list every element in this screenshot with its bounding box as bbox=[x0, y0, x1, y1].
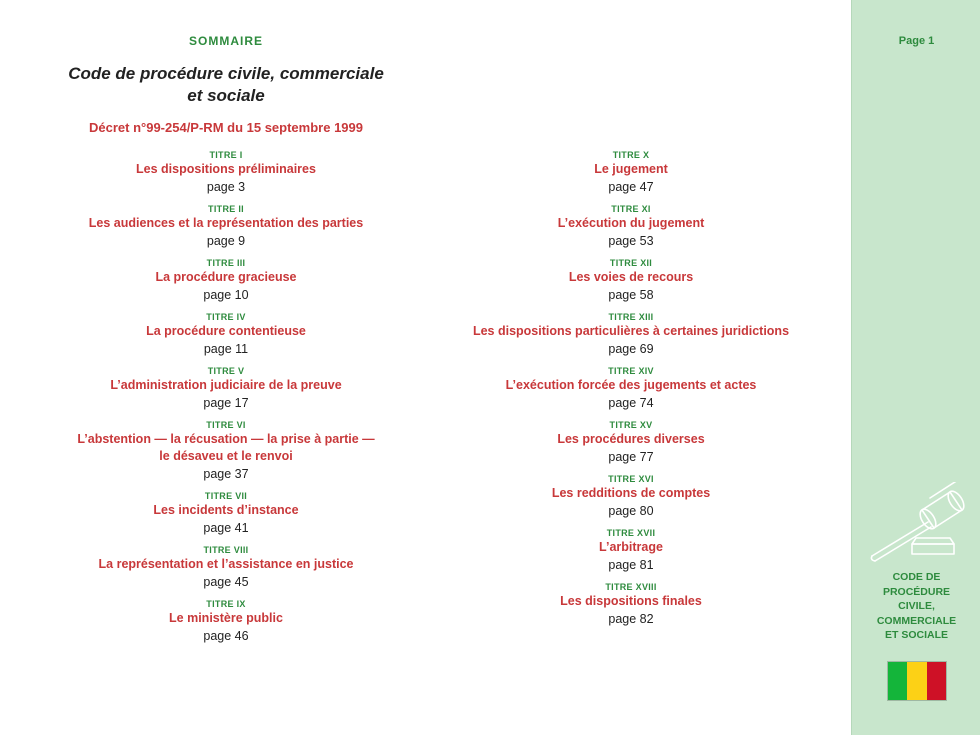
toc-page-number: page 3 bbox=[206, 180, 246, 194]
flag-stripe bbox=[927, 662, 946, 700]
toc-title-text: L’exécution du jugement bbox=[557, 216, 705, 230]
toc-title-text: Les dispositions particulières à certaines juridictions bbox=[472, 324, 790, 338]
toc-page-number: page 45 bbox=[203, 575, 249, 589]
toc-title-text: La représentation et l’assistance en justice bbox=[98, 557, 354, 571]
toc-entry bbox=[450, 473, 812, 520]
toc-page-number: page 11 bbox=[203, 342, 249, 356]
toc-entry bbox=[450, 149, 812, 196]
code-label-line: CODE DE bbox=[892, 571, 941, 583]
sidebar bbox=[851, 0, 980, 735]
toc-title-number: TITRE XVII bbox=[606, 528, 656, 538]
toc-title-number: TITRE II bbox=[208, 204, 244, 214]
toc-entry bbox=[40, 490, 412, 537]
toc-page-number: page 58 bbox=[608, 288, 654, 302]
toc-left-column bbox=[40, 149, 412, 645]
code-label-line: COMMERCIALE bbox=[876, 614, 957, 627]
flag-stripe bbox=[907, 662, 926, 700]
toc-title-number: TITRE XIII bbox=[608, 312, 654, 322]
document-title-line-1: Code de procédure civile, commerciale bbox=[68, 64, 384, 83]
toc-title-text: Les dispositions préliminaires bbox=[136, 162, 316, 176]
toc-entry bbox=[450, 419, 812, 466]
document-title-line-2: et sociale bbox=[187, 86, 265, 105]
toc-page-number: page 37 bbox=[203, 467, 249, 481]
toc-page-number: page 9 bbox=[206, 234, 246, 248]
toc-title-number: TITRE XVI bbox=[608, 474, 654, 484]
toc-entry bbox=[450, 203, 812, 250]
toc-title-number: TITRE I bbox=[209, 150, 243, 160]
code-label-line: PROCÉDURE bbox=[882, 585, 951, 598]
toc-entry bbox=[40, 598, 412, 645]
toc-title-text: Le ministère public bbox=[169, 611, 283, 625]
toc-right-column bbox=[450, 149, 812, 628]
decree-reference: Décret n°99-254/P-RM du 15 septembre 1999 bbox=[89, 120, 363, 135]
toc-page-number: page 10 bbox=[203, 288, 249, 302]
toc-page-number: page 53 bbox=[608, 234, 654, 248]
toc-title-text: Les redditions de comptes bbox=[551, 486, 711, 500]
toc-entry bbox=[450, 257, 812, 304]
toc-title-number: TITRE XIV bbox=[608, 366, 654, 376]
toc-page-number: page 41 bbox=[203, 521, 249, 535]
toc-entry bbox=[40, 203, 412, 250]
toc-page-number: page 69 bbox=[608, 342, 654, 356]
toc-title-text: Le jugement bbox=[594, 162, 668, 176]
toc-title-text: La procédure contentieuse bbox=[146, 324, 306, 338]
gavel-icon bbox=[864, 482, 970, 566]
toc-title-text: L’exécution forcée des jugements et actes bbox=[505, 378, 757, 392]
toc-entry bbox=[40, 311, 412, 358]
toc-page-number: page 74 bbox=[608, 396, 654, 410]
toc-title-number: TITRE XII bbox=[609, 258, 653, 268]
toc-page-number: page 77 bbox=[608, 450, 654, 464]
toc-title-text: L’administration judiciaire de la preuve bbox=[110, 378, 342, 392]
toc-page-number: page 80 bbox=[608, 504, 654, 518]
flag-stripe bbox=[888, 662, 907, 700]
section-label: SOMMAIRE bbox=[189, 34, 263, 48]
document-title bbox=[40, 63, 412, 107]
toc-entry bbox=[450, 365, 812, 412]
toc-page-number: page 82 bbox=[608, 612, 654, 626]
toc-title-text: Les audiences et la représentation des parties bbox=[88, 216, 364, 230]
code-label bbox=[852, 570, 980, 643]
toc-entry bbox=[450, 581, 812, 628]
toc-title-number: TITRE V bbox=[207, 366, 245, 376]
toc-title-text: L’abstention — la récusation — la prise à partie — bbox=[77, 432, 375, 446]
toc-title-number: TITRE XV bbox=[609, 420, 653, 430]
toc-title-number: TITRE III bbox=[206, 258, 246, 268]
summary-header bbox=[40, 34, 412, 135]
toc-title-number: TITRE XI bbox=[611, 204, 651, 214]
toc-title-text: L’arbitrage bbox=[599, 540, 663, 554]
code-label-line: ET SOCIALE bbox=[884, 629, 948, 641]
toc-entry bbox=[40, 149, 412, 196]
page-number: Page 1 bbox=[898, 35, 935, 47]
toc-title-number: TITRE XVIII bbox=[605, 582, 657, 592]
mali-flag-icon bbox=[887, 661, 947, 701]
toc-title-text: Les voies de recours bbox=[568, 270, 694, 284]
toc-title-text: Les dispositions finales bbox=[560, 594, 702, 608]
toc-title-text: Les procédures diverses bbox=[557, 432, 705, 446]
toc-entry bbox=[450, 527, 812, 574]
toc-entry bbox=[40, 365, 412, 412]
toc-title-text: Les incidents d’instance bbox=[153, 503, 299, 517]
toc-entry bbox=[40, 419, 412, 483]
toc-title-number: TITRE VII bbox=[204, 491, 248, 501]
toc-title-number: TITRE VI bbox=[206, 420, 246, 430]
toc-title-text: le désaveu et le renvoi bbox=[159, 449, 293, 463]
toc-title-text: La procédure gracieuse bbox=[155, 270, 297, 284]
toc-page-number: page 47 bbox=[608, 180, 654, 194]
toc-entry bbox=[40, 257, 412, 304]
toc-entry bbox=[450, 311, 812, 358]
toc-page-number: page 46 bbox=[203, 629, 249, 643]
toc-title-number: TITRE VIII bbox=[203, 545, 249, 555]
code-label-line: CIVILE, bbox=[898, 600, 935, 612]
toc-page-number: page 17 bbox=[203, 396, 249, 410]
toc-title-number: TITRE IX bbox=[206, 599, 246, 609]
toc-title-number: TITRE IV bbox=[206, 312, 246, 322]
toc-title-number: TITRE X bbox=[612, 150, 650, 160]
toc-entry bbox=[40, 544, 412, 591]
toc-page-number: page 81 bbox=[608, 558, 654, 572]
